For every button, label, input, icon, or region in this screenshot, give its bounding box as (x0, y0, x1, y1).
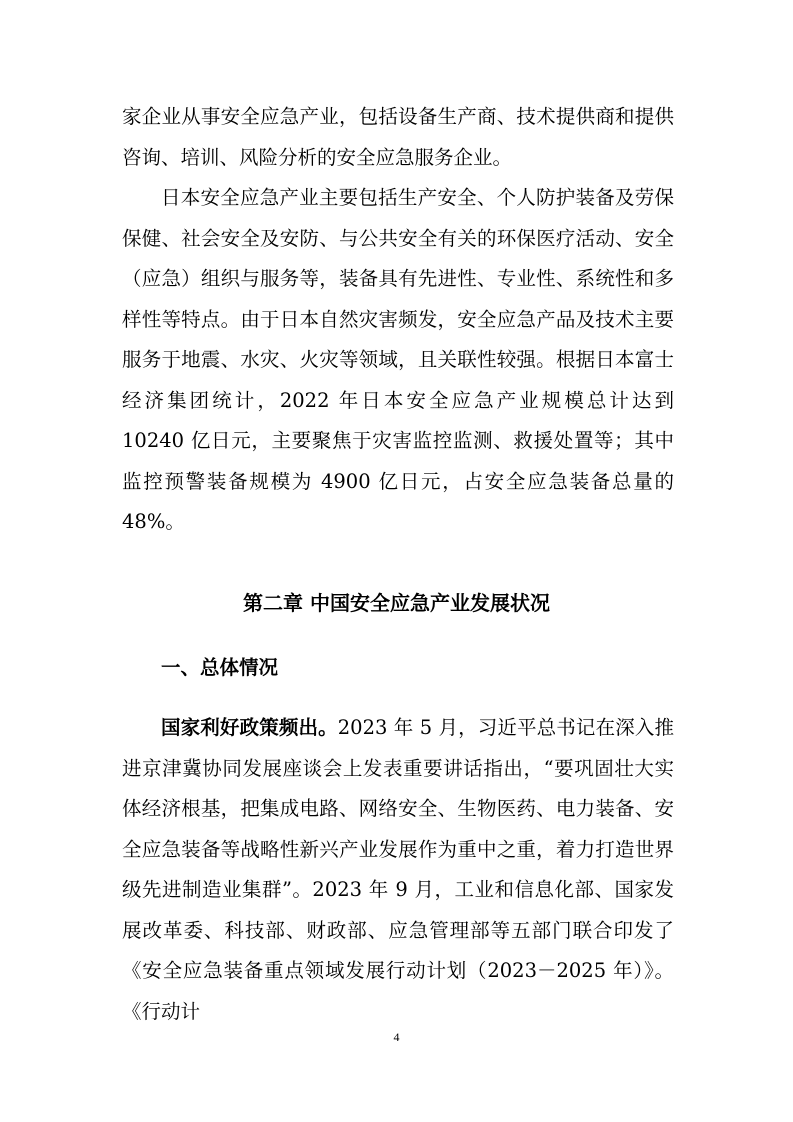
paragraph-policy-text: 2023 年 5 月，习近平总书记在深入推进京津冀协同发展座谈会上发表重要讲话指出，“要巩固壮大实体经济根基，把集成电路、网络安全、生物医药、电力装备、安全应急装备等战略性新兴产业发展作为重中之重，着力打造世界级先进制造业集群”。2023 年 9 月，工业和信息化部、国家发展改革委、科技部、财政部、应急管理部等五部门联合印发了《安全应急装备重点领域发展行动计划（2023－2025 年）》。《行动计 (122, 716, 674, 1023)
paragraph-japan-industry: 日本安全应急产业主要包括生产安全、个人防护装备及劳保保健、社会安全及安防、与公共安全有关的环保医疗活动、安全（应急）组织与服务等，装备具有先进性、专业性、系统性和多样性等特点。由于日本自然灾害频发，安全应急产品及技术主要服务于地震、水灾、火灾等领域，且关联性较强。根据日本富士经济集团统计，2022 年日本安全应急产业规模总计达到 10240 亿日元，主要聚焦于灾害监控监测、救援处置等；其中监控预警装备规模为 4900 亿日元，占安全应急装备总量的 48%。 (122, 186, 674, 533)
chapter-title: 第二章 中国安全应急产业发展状况 (243, 591, 550, 615)
paragraph-continued: 家企业从事安全应急产业，包括设备生产商、技术提供商和提供咨询、培训、风险分析的安全应急服务企业。 (122, 105, 674, 169)
paragraph-policy (122, 708, 674, 1032)
page-number: 4 (393, 1030, 400, 1044)
section-title: 一、总体情况 (161, 656, 279, 679)
paragraph-lead: 国家利好政策频出。 (161, 716, 338, 739)
